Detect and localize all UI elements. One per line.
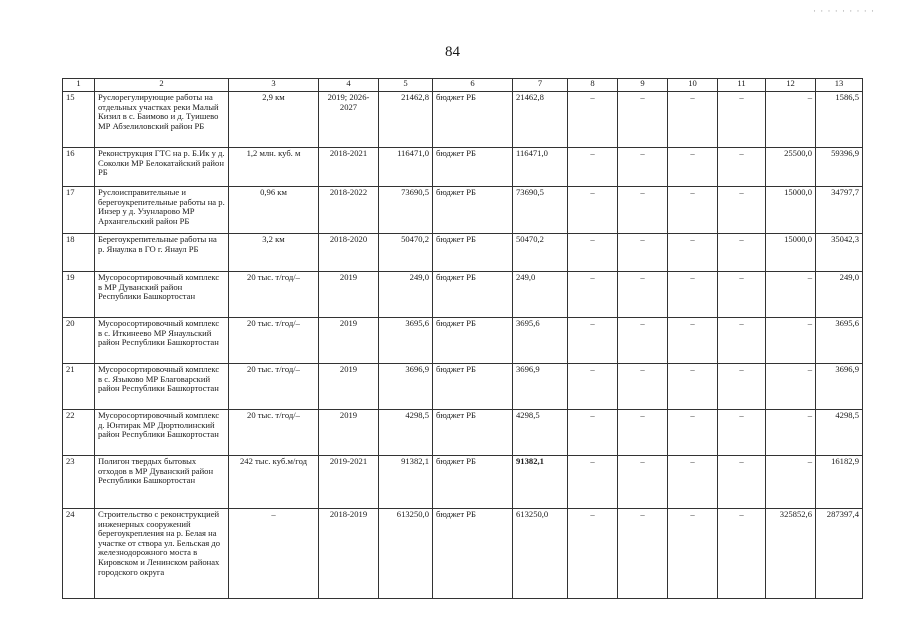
years: 2018-2019 — [319, 509, 379, 599]
column-number: 5 — [379, 79, 433, 92]
funding-source: бюджет РБ — [433, 148, 513, 187]
project-name: Мусоросортировочный комплекс в с. Иткинеево МР Янаульский район Республики Башкортостан — [95, 318, 229, 364]
value-col-9: – — [618, 509, 668, 599]
value-col-8: – — [568, 272, 618, 318]
value-col-10: – — [668, 92, 718, 148]
funding-source: бюджет РБ — [433, 92, 513, 148]
value-col-11: – — [718, 92, 766, 148]
capacity: 20 тыс. т/год/– — [229, 272, 319, 318]
funding-source: бюджет РБ — [433, 410, 513, 456]
value-col-8: – — [568, 148, 618, 187]
row-number: 23 — [63, 456, 95, 509]
years: 2019-2021 — [319, 456, 379, 509]
value-col-10: – — [668, 509, 718, 599]
value-col-11: – — [718, 272, 766, 318]
project-name: Полигон твердых бытовых отходов в МР Дуванский район Республики Башкортостан — [95, 456, 229, 509]
table-row — [63, 148, 863, 187]
capacity: 1,2 млн. куб. м — [229, 148, 319, 187]
value-col-9: – — [618, 456, 668, 509]
table-row — [63, 410, 863, 456]
table-row — [63, 187, 863, 234]
funding-source: бюджет РБ — [433, 509, 513, 599]
value-col-9: – — [618, 364, 668, 410]
value-col-10: – — [668, 148, 718, 187]
value-col-11: – — [718, 364, 766, 410]
value-col-7: 3695,6 — [513, 318, 568, 364]
table-row — [63, 92, 863, 148]
value-col-9: – — [618, 187, 668, 234]
value-col-13: 287397,4 — [816, 509, 863, 599]
value-col-7: 4298,5 — [513, 410, 568, 456]
value-col-12: – — [766, 318, 816, 364]
years: 2018-2021 — [319, 148, 379, 187]
capacity: 0,96 км — [229, 187, 319, 234]
estimated-cost: 3695,6 — [379, 318, 433, 364]
value-col-9: – — [618, 234, 668, 272]
column-number: 11 — [718, 79, 766, 92]
row-number: 17 — [63, 187, 95, 234]
row-number: 19 — [63, 272, 95, 318]
years: 2019 — [319, 364, 379, 410]
row-number: 18 — [63, 234, 95, 272]
value-col-8: – — [568, 318, 618, 364]
estimated-cost: 91382,1 — [379, 456, 433, 509]
column-number: 9 — [618, 79, 668, 92]
table-row — [63, 509, 863, 599]
value-col-7: 91382,1 — [513, 456, 568, 509]
value-col-11: – — [718, 509, 766, 599]
project-name: Реконструкция ГТС на р. Б.Ик у д. Соколки МР Белокатайский район РБ — [95, 148, 229, 187]
column-number: 4 — [319, 79, 379, 92]
value-col-11: – — [718, 187, 766, 234]
capacity: 20 тыс. т/год/– — [229, 318, 319, 364]
funding-source: бюджет РБ — [433, 456, 513, 509]
years: 2018-2022 — [319, 187, 379, 234]
project-name: Берегоукрепительные работы на р. Янаулка в ГО г. Янаул РБ — [95, 234, 229, 272]
years: 2019 — [319, 272, 379, 318]
value-col-7: 613250,0 — [513, 509, 568, 599]
value-col-9: – — [618, 148, 668, 187]
column-number: 10 — [668, 79, 718, 92]
value-col-8: – — [568, 234, 618, 272]
value-col-9: – — [618, 318, 668, 364]
value-col-10: – — [668, 456, 718, 509]
value-col-12: 25500,0 — [766, 148, 816, 187]
funding-source: бюджет РБ — [433, 234, 513, 272]
row-number: 21 — [63, 364, 95, 410]
value-col-9: – — [618, 410, 668, 456]
value-col-13: 3695,6 — [816, 318, 863, 364]
value-col-11: – — [718, 456, 766, 509]
column-number: 1 — [63, 79, 95, 92]
capacity: 20 тыс. т/год/– — [229, 410, 319, 456]
estimated-cost: 4298,5 — [379, 410, 433, 456]
column-number: 3 — [229, 79, 319, 92]
value-col-10: – — [668, 318, 718, 364]
value-col-13: 4298,5 — [816, 410, 863, 456]
capacity: – — [229, 509, 319, 599]
funding-source: бюджет РБ — [433, 187, 513, 234]
value-col-7: 73690,5 — [513, 187, 568, 234]
estimated-cost: 21462,8 — [379, 92, 433, 148]
value-col-12: 325852,6 — [766, 509, 816, 599]
estimated-cost: 3696,9 — [379, 364, 433, 410]
value-col-12: 15000,0 — [766, 187, 816, 234]
value-col-11: – — [718, 318, 766, 364]
value-col-13: 35042,3 — [816, 234, 863, 272]
value-col-12: – — [766, 92, 816, 148]
years: 2018-2020 — [319, 234, 379, 272]
value-col-7: 249,0 — [513, 272, 568, 318]
value-col-9: – — [618, 92, 668, 148]
row-number: 24 — [63, 509, 95, 599]
value-col-9: – — [618, 272, 668, 318]
row-number: 16 — [63, 148, 95, 187]
column-number: 12 — [766, 79, 816, 92]
table-row — [63, 272, 863, 318]
value-col-12: – — [766, 272, 816, 318]
estimated-cost: 50470,2 — [379, 234, 433, 272]
project-table — [62, 78, 863, 599]
scan-marks: · · · · · · · · · — [813, 6, 875, 16]
value-col-11: – — [718, 148, 766, 187]
row-number: 20 — [63, 318, 95, 364]
column-number: 13 — [816, 79, 863, 92]
capacity: 3,2 км — [229, 234, 319, 272]
table-row — [63, 364, 863, 410]
table-row — [63, 456, 863, 509]
row-number: 22 — [63, 410, 95, 456]
project-name: Руслорегулирующие работы на отдельных участках реки Малый Кизил в с. Баимово и д. Туишево МР Абзелиловский район РБ — [95, 92, 229, 148]
value-col-11: – — [718, 234, 766, 272]
capacity: 2,9 км — [229, 92, 319, 148]
capacity: 242 тыс. куб.м/год — [229, 456, 319, 509]
estimated-cost: 116471,0 — [379, 148, 433, 187]
value-col-13: 16182,9 — [816, 456, 863, 509]
funding-source: бюджет РБ — [433, 272, 513, 318]
column-number: 2 — [95, 79, 229, 92]
estimated-cost: 249,0 — [379, 272, 433, 318]
page-number: 84 — [445, 44, 460, 60]
funding-source: бюджет РБ — [433, 318, 513, 364]
project-name: Мусоросортировочный комплекс в с. Языково МР Благоварский район Республики Башкортостан — [95, 364, 229, 410]
value-col-10: – — [668, 364, 718, 410]
value-col-13: 249,0 — [816, 272, 863, 318]
column-number-row — [63, 79, 863, 92]
project-name: Мусоросортировочный комплекс в МР Дуванский район Республики Башкортостан — [95, 272, 229, 318]
value-col-8: – — [568, 187, 618, 234]
column-number: 6 — [433, 79, 513, 92]
project-name: Строительство с реконструкцией инженерных сооружений берегоукрепления на р. Белая на участке от створа ул. Бельская до железнодорожного моста в Кировском и Ленинском районах городского округа — [95, 509, 229, 599]
value-col-8: – — [568, 456, 618, 509]
project-name: Мусоросортировочный комплекс д. Юнтирак МР Дюртюлинский район Республики Башкортостан — [95, 410, 229, 456]
table-row — [63, 318, 863, 364]
funding-source: бюджет РБ — [433, 364, 513, 410]
years: 2019; 2026-2027 — [319, 92, 379, 148]
column-number: 8 — [568, 79, 618, 92]
value-col-7: 21462,8 — [513, 92, 568, 148]
value-col-8: – — [568, 92, 618, 148]
value-col-7: 116471,0 — [513, 148, 568, 187]
value-col-7: 50470,2 — [513, 234, 568, 272]
value-col-13: 59396,9 — [816, 148, 863, 187]
row-number: 15 — [63, 92, 95, 148]
value-col-7: 3696,9 — [513, 364, 568, 410]
value-col-10: – — [668, 187, 718, 234]
value-col-11: – — [718, 410, 766, 456]
column-number: 7 — [513, 79, 568, 92]
table-row — [63, 234, 863, 272]
value-col-12: – — [766, 364, 816, 410]
project-name: Руслоисправительные и берегоукрепительные работы на р. Инзер у д. Узунларово МР Архангельский район РБ — [95, 187, 229, 234]
value-col-12: 15000,0 — [766, 234, 816, 272]
value-col-12: – — [766, 456, 816, 509]
value-col-8: – — [568, 364, 618, 410]
value-col-13: 1586,5 — [816, 92, 863, 148]
years: 2019 — [319, 318, 379, 364]
value-col-12: – — [766, 410, 816, 456]
years: 2019 — [319, 410, 379, 456]
value-col-10: – — [668, 410, 718, 456]
value-col-10: – — [668, 272, 718, 318]
estimated-cost: 73690,5 — [379, 187, 433, 234]
value-col-8: – — [568, 509, 618, 599]
capacity: 20 тыс. т/год/– — [229, 364, 319, 410]
estimated-cost: 613250,0 — [379, 509, 433, 599]
value-col-13: 34797,7 — [816, 187, 863, 234]
value-col-13: 3696,9 — [816, 364, 863, 410]
value-col-8: – — [568, 410, 618, 456]
value-col-10: – — [668, 234, 718, 272]
